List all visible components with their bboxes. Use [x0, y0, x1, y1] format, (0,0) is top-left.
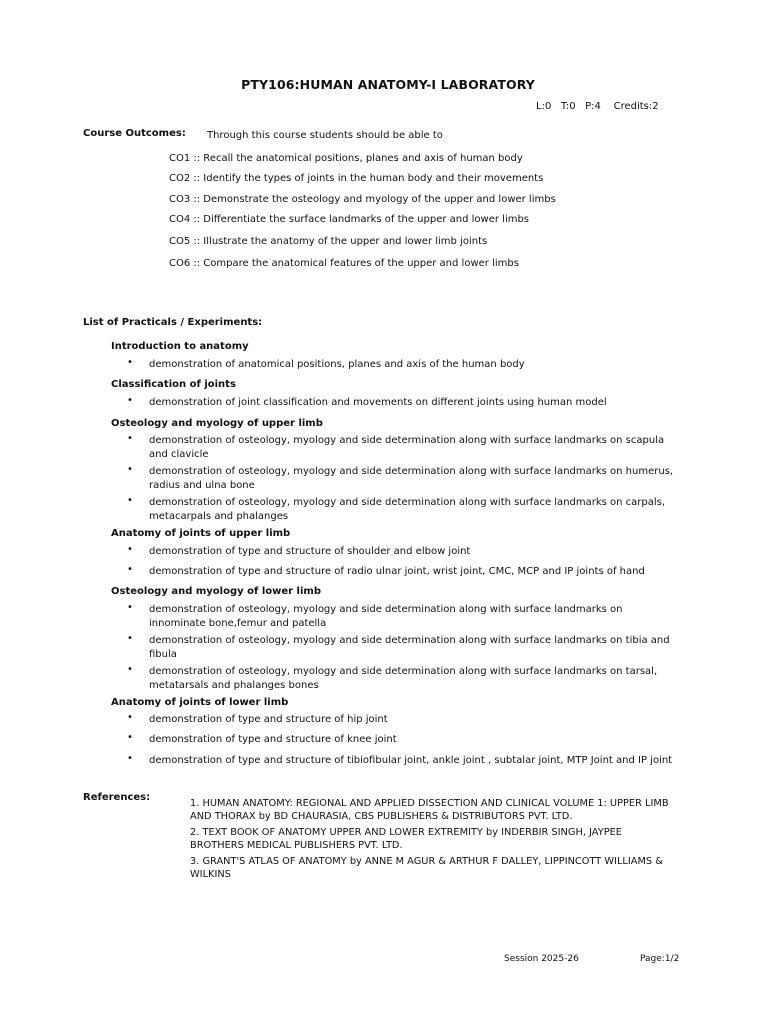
section-heading: Osteology and myology of upper limb [111, 418, 323, 429]
practical-item: demonstration of osteology, myology and side determination along with surface landmarks on innominate bone,femur and patella [149, 604, 623, 629]
course-outcome-item: CO2 :: Identify the types of joints in the human body and their movements [169, 173, 544, 184]
practical-item: demonstration of osteology, myology and side determination along with surface landmarks on tibia and fibula [149, 635, 670, 660]
practical-item: demonstration of type and structure of shoulder and elbow joint [149, 546, 471, 557]
references-label: References: [83, 792, 151, 803]
reference-item: 3. GRANT'S ATLAS OF ANATOMY by ANNE M AGUR & ARTHUR F DALLEY, LIPPINCOTT WILLIAMS & WILKINS [190, 856, 663, 880]
section-heading: Introduction to anatomy [111, 341, 249, 352]
bullet-icon: • [127, 712, 133, 723]
course-outcomes-intro: Through this course students should be able to [207, 130, 443, 141]
bullet-icon: • [127, 464, 133, 475]
section-heading: Osteology and myology of lower limb [111, 586, 321, 597]
section-heading: Anatomy of joints of lower limb [111, 697, 289, 708]
practical-item: demonstration of type and structure of hip joint [149, 714, 388, 725]
bullet-icon: • [127, 753, 133, 764]
course-outcome-item: CO5 :: Illustrate the anatomy of the upper and lower limb joints [169, 236, 488, 247]
section-heading: Classification of joints [111, 379, 236, 390]
bullet-icon: • [127, 433, 133, 444]
bullet-icon: • [127, 564, 133, 575]
bullet-icon: • [127, 732, 133, 743]
reference-item: 1. HUMAN ANATOMY: REGIONAL AND APPLIED DISSECTION AND CLINICAL VOLUME 1: UPPER LIMB AND THORAX by BD CHAURASIA, CBS PUBLISHERS & DISTRIBUTORS PVT. LTD. [190, 798, 669, 822]
page-number: Page:1/2 [640, 954, 680, 964]
bullet-icon: • [127, 495, 133, 506]
bullet-icon: • [127, 544, 133, 555]
practical-item: demonstration of osteology, myology and side determination along with surface landmarks on humerus, radius and ulna bone [149, 466, 674, 491]
practical-item: demonstration of type and structure of tibiofibular joint, ankle joint , subtalar joint, MTP Joint and IP joint [149, 755, 673, 766]
practical-item: demonstration of type and structure of knee joint [149, 734, 397, 745]
practical-item: demonstration of anatomical positions, planes and axis of the human body [149, 359, 525, 370]
course-outcome-item: CO6 :: Compare the anatomical features of the upper and lower limbs [169, 258, 519, 269]
course-outcome-item: CO1 :: Recall the anatomical positions, planes and axis of human body [169, 153, 523, 164]
bullet-icon: • [127, 602, 133, 613]
credits-line: L:0 T:0 P:4 Credits:2 [536, 101, 659, 112]
practical-item: demonstration of osteology, myology and side determination along with surface landmarks on scapula and clavicle [149, 435, 665, 460]
practical-item: demonstration of type and structure of radio ulnar joint, wrist joint, CMC, MCP and IP joints of hand [149, 566, 645, 577]
course-outcomes-label: Course Outcomes: [83, 128, 186, 139]
bullet-icon: • [127, 395, 133, 406]
session-label: Session 2025-26 [504, 954, 579, 964]
section-heading: Anatomy of joints of upper limb [111, 528, 291, 539]
practical-item: demonstration of osteology, myology and side determination along with surface landmarks on carpals, metacarpals and phalanges [149, 497, 666, 522]
bullet-icon: • [127, 664, 133, 675]
bullet-icon: • [127, 633, 133, 644]
course-outcome-item: CO4 :: Differentiate the surface landmarks of the upper and lower limbs [169, 214, 530, 225]
reference-item: 2. TEXT BOOK OF ANATOMY UPPER AND LOWER EXTREMITY by INDERBIR SINGH, JAYPEE BROTHERS MEDICAL PUBLISHERS PVT. LTD. [190, 827, 622, 851]
course-outcome-item: CO3 :: Demonstrate the osteology and myology of the upper and lower limbs [169, 194, 556, 205]
practical-item: demonstration of osteology, myology and side determination along with surface landmarks on tarsal, metatarsals and phalanges bones [149, 666, 658, 691]
practicals-label: List of Practicals / Experiments: [83, 317, 263, 328]
practical-item: demonstration of joint classification and movements on different joints using human model [149, 397, 607, 408]
bullet-icon: • [127, 357, 133, 368]
document-title: PTY106:HUMAN ANATOMY-I LABORATORY [241, 77, 535, 92]
